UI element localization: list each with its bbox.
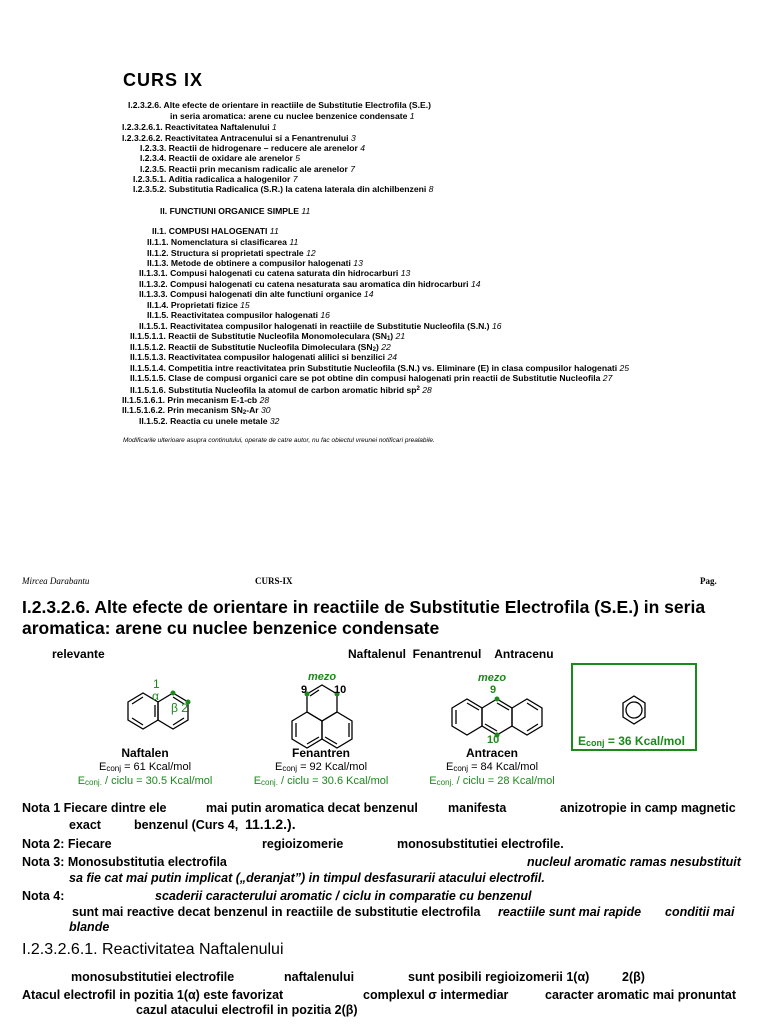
nota4-d: reactiile sunt mai rapide [498, 905, 642, 919]
toc-entry-text: Reactii de Substitutie Nucleofila Dimoleculara (SN [168, 342, 373, 352]
fenantren-ciclu: Econj. / ciclu = 30.6 Kcal/mol [253, 775, 389, 787]
toc-entry-text: Reactii de Substitutie Nucleofila Monomoleculara (SN [168, 331, 387, 341]
toc-entry-page: 14 [470, 279, 481, 289]
toc-entry-page: 15 [240, 300, 250, 310]
toc-entry[interactable] [140, 153, 300, 163]
toc-entry-text: Clase de compusi organici care se pot obtine din compusi halogenati prin reactii de Substitutie Nucleofila [168, 373, 601, 383]
toc-entry-page: 1 [409, 111, 415, 121]
toc-entry-page: 13 [353, 258, 363, 268]
toc-entry-page: 5 [295, 153, 301, 163]
fenantren-econj: Econj = 92 Kcal/mol [274, 761, 368, 773]
toc-entry-text: Substitutia Nucleofila la atomul de carbon aromatic hibrid sp [168, 385, 417, 395]
naftalen-line2-a: Atacul electrofil in pozitia 1(α) este favorizat [22, 988, 284, 1002]
naftalen-name: Naftalen [121, 746, 169, 760]
toc-entry-page: 3 [350, 133, 356, 143]
antracen-name: Antracen [465, 746, 518, 760]
toc-entry-code: II.1.5.1.4. [130, 363, 166, 373]
toc-entry-text: Metode de obtinere a compusilor halogenati [170, 258, 351, 268]
toc-entry-text-suffix: ) [390, 331, 394, 341]
toc-entry[interactable] [140, 143, 365, 153]
toc-entry-code: II.1.1. [147, 237, 169, 247]
toc-entry-code: II.1.5.1.3. [130, 352, 166, 362]
nota4-b: scaderii caracterului aromatic / ciclu in comparatie cu benzenul [155, 889, 532, 903]
toc-entry-text: Substitutia Radicalica (S.R.) la catena laterala din alchilbenzeni [168, 184, 427, 194]
toc-entry-text: in seria aromatica: arene cu nuclee benzenice condensate [170, 111, 408, 121]
toc-entry-page: 16 [320, 310, 330, 320]
toc-entry-page: 25 [619, 363, 630, 373]
antracen-ciclu: Econj. / ciclu = 28 Kcal/mol [429, 775, 555, 787]
toc-entry-code: II.1.5.1.6.1. [122, 395, 165, 405]
antracen-pos10: 10 [487, 734, 500, 746]
toc-entry-text: Reactivitatea Antracenului si a Fenantrenului [165, 133, 349, 143]
nota1-d: anizotropie in camp magnetic [560, 801, 736, 815]
toc-entry-text: Compusi halogenati cu catena nesaturata sau aromatica din hidrocarburi [170, 279, 469, 289]
toc-entry-page: 24 [387, 352, 398, 362]
toc-entry[interactable] [140, 164, 355, 174]
toc-entry-code: I.2.3.3. [140, 143, 167, 153]
toc-entry-code: II.1.3. [147, 258, 169, 268]
toc-entry[interactable] [147, 310, 330, 320]
toc-entry-page: 1 [272, 122, 277, 132]
relevante-label: relevante [52, 647, 105, 661]
antracen-mezo: mezo [478, 672, 507, 684]
toc-entry-page: 30 [261, 405, 271, 415]
toc-entry-text-suffix: ) [375, 342, 379, 352]
toc-entry-page: 4 [360, 143, 365, 153]
toc-entry-text: COMPUSI HALOGENATI [168, 226, 268, 236]
naftalen-line1-b: naftalenului [284, 970, 355, 984]
fenantren-name: Fenantren [291, 746, 350, 760]
toc-entry[interactable] [130, 384, 432, 395]
toc-entry-text: Reactii prin mecanism radicalic ale arenelor [168, 164, 348, 174]
toc-entry-code: II.1.5. [147, 310, 169, 320]
toc-entry[interactable] [122, 122, 277, 132]
nota3-b: nucleul aromatic ramas nesubstituit [527, 855, 741, 869]
toc-entry-code: II. [160, 206, 168, 216]
toc-entry[interactable] [139, 321, 502, 331]
toc-entry[interactable] [139, 268, 410, 278]
course-label: CURS-IX [255, 576, 293, 586]
fenantren-pos10: 10 [334, 684, 347, 696]
toc-entry-page: 13 [400, 268, 411, 278]
naftalen-pos1: 1 [153, 677, 160, 691]
toc-entry-code: I.2.3.5.2. [133, 184, 167, 194]
toc-entry[interactable] [160, 206, 310, 216]
toc-entry-code: II.1.3.1. [139, 268, 168, 278]
naftalen-alpha: α [152, 689, 159, 703]
course-title: CURS IX [123, 70, 204, 90]
toc-entry-code: II.1.5.1.6.2. [122, 405, 165, 415]
toc-entry-code: I.2.3.2.6. [128, 100, 162, 110]
toc-entry[interactable] [122, 395, 269, 405]
toc-entry-code: II.1. [152, 226, 167, 236]
naftalen-beta: β 2 [171, 701, 188, 715]
toc-entry-code: II.1.3.3. [139, 289, 168, 299]
toc-entry-text: Compusi halogenati din alte functiuni organice [170, 289, 362, 299]
toc-entry-text: Alte efecte de orientare in reactiile de Substitutie Electrofila (S.E.) [163, 100, 431, 110]
toc-entry[interactable] [147, 300, 250, 310]
naftalen-line2-b: complexul σ intermediar [363, 988, 509, 1002]
nota1-e: exact [69, 818, 101, 832]
nota1-b: mai putin aromatica decat benzenul [206, 801, 418, 815]
toc-entry-code: I.2.3.2.6.1. [122, 122, 163, 132]
toc-entry[interactable] [139, 416, 279, 426]
naftalen-alpha-dot [171, 691, 176, 696]
toc-entry-code: II.1.5.1.2. [130, 342, 166, 352]
toc-entry-page: 32 [269, 416, 280, 426]
nota2-c: monosubstitutiei electrofile. [397, 837, 564, 851]
toc-entry-text: Aditia radicalica a halogenilor [168, 174, 291, 184]
toc-entry-code: II.1.4. [147, 300, 169, 310]
nota3-c: sa fie cat mai putin implicat („deranjat”) in timpul desfasurarii atacului electrofil. [69, 871, 545, 885]
nota1-a: Nota 1 Fiecare dintre ele [22, 801, 167, 815]
nota4-c: sunt mai reactive decat benzenul in reactiile de substitutie electrofila [72, 905, 481, 919]
toc-entry[interactable] [139, 289, 373, 299]
toc-entry[interactable] [139, 279, 481, 289]
toc-entry[interactable] [130, 373, 612, 383]
naftalen-line2-c: caracter aromatic mai pronuntat [545, 988, 737, 1002]
toc-entry-code: I.2.3.4. [140, 153, 167, 163]
toc-entry-page: 11 [289, 237, 299, 247]
toc-entry[interactable] [147, 258, 363, 268]
nota1-c: manifesta [448, 801, 507, 815]
toc-entry-code: I.2.3.5. [140, 164, 167, 174]
antracen-econj: Econj = 84 Kcal/mol [445, 761, 539, 773]
toc-entry-text: Reactia cu unele metale [170, 416, 268, 426]
toc-entry-page: 22 [381, 342, 391, 352]
toc-entry-page: 28 [259, 395, 270, 405]
toc-entry-text: Prin mecanism SN [167, 405, 243, 415]
toc-entry-page: 7 [350, 164, 355, 174]
toc-entry-text-suffix: -Ar [246, 405, 259, 415]
toc-entry-page: 11 [269, 226, 279, 236]
toc-entry-page: 16 [491, 321, 502, 331]
toc-entry[interactable] [147, 248, 316, 258]
nota2-a: Nota 2: Fiecare [22, 837, 112, 851]
naftalen-line1-d: 2(β) [622, 970, 645, 984]
toc-entry-text: Competitia intre reactivitatea prin Substitutie Nucleofila (S.N.) vs. Eliminare (E) in clasa compusilor halogenati [168, 363, 618, 373]
toc-entry[interactable] [122, 133, 356, 143]
toc-entry-text: Proprietati fizice [170, 300, 238, 310]
toc-entry-code: II.1.5.1.1. [130, 331, 166, 341]
toc-entry-page: 12 [306, 248, 316, 258]
fenantren-pos9: 9 [301, 684, 308, 696]
author-name: Mircea Darabantu [22, 576, 90, 586]
page-label: Pag. [700, 576, 717, 586]
nota3-a: Nota 3: Monosubstitutia electrofila [22, 855, 227, 869]
disclaimer-note: Modificarile ulterioare asupra continutului, operate de catre autor, nu fac obiectul vreunei notificari prealabile. [123, 437, 435, 444]
toc-entry-page: 27 [602, 373, 613, 383]
toc-entry-code: II.1.2. [147, 248, 169, 258]
toc-entry-page: 14 [363, 289, 374, 299]
toc-entry-superscript: 2 [416, 386, 420, 392]
toc-entry-page: 8 [428, 184, 434, 194]
nota4-e: conditii mai [665, 905, 735, 919]
toc-entry[interactable] [152, 226, 279, 236]
naftalen-line1-a: monosubstitutiei electrofile [71, 970, 235, 984]
toc-entry-text: Prin mecanism E-1-cb [167, 395, 258, 405]
arene-list: Naftalenul Fenantrenul Antracenu [348, 647, 554, 661]
toc-entry-code: II.1.5.1. [139, 321, 168, 331]
subsection-heading: I.2.3.2.6.1. Reactivitatea Naftalenului [22, 941, 284, 958]
toc-entry-code: II.1.5.1.5. [130, 373, 166, 383]
toc-entry-text: Reactivitatea compusilor halogenati alilici si benzilici [168, 352, 386, 362]
toc-entry[interactable] [147, 237, 298, 247]
toc-entry-page: 11 [301, 206, 311, 216]
section-heading: I.2.3.2.6. Alte efecte de orientare in reactiile de Substitutie Electrofila (S.E.) in seria aromatica: arene cu nuclee benzenice condensate [22, 597, 706, 638]
nota2-b: regioizomerie [262, 837, 344, 851]
toc-entry-text: FUNCTIUNI ORGANICE SIMPLE [169, 206, 299, 216]
naftalen-ciclu: Econj. / ciclu = 30.5 Kcal/mol [77, 775, 213, 787]
toc-entry[interactable] [133, 184, 433, 194]
toc-entry[interactable] [130, 352, 397, 362]
toc-entry-code: I.2.3.5.1. [133, 174, 167, 184]
fenantren-mezo: mezo [308, 671, 337, 683]
toc-entry-text: Reactii de hidrogenare – reducere ale arenelor [168, 143, 358, 153]
nota1-g: 11.1.2.). [245, 816, 296, 832]
toc-entry-text: Compusi halogenati cu catena saturata din hidrocarburi [170, 268, 399, 278]
toc-entry-subscript: 2 [372, 347, 376, 353]
toc-entry-code: I.2.3.2.6.2. [122, 133, 163, 143]
toc-entry-page: 7 [292, 174, 298, 184]
toc-entry-page: 28 [422, 385, 432, 395]
toc-entry[interactable] [128, 100, 431, 110]
nota1-f: benzenul (Curs 4, [134, 818, 239, 832]
toc-entry-code: II.1.5.2. [139, 416, 168, 426]
toc-entry-code: II.1.5.1.6. [130, 385, 166, 395]
toc-entry-text: Reactivitatea compusilor halogenati [170, 310, 318, 320]
toc-entry-text: Reactii de oxidare ale arenelor [168, 153, 293, 163]
toc-entry[interactable] [133, 174, 297, 184]
toc-entry-text: Reactivitatea compusilor halogenati in reactiile de Substitutie Nucleofila (S.N.) [170, 321, 490, 331]
nota4-a: Nota 4: [22, 889, 65, 903]
benzen-econj: Econj = 36 Kcal/mol [578, 734, 685, 748]
toc-entry-subscript: 2 [242, 410, 247, 416]
toc-entry[interactable] [170, 111, 415, 121]
toc-entry[interactable] [130, 363, 629, 373]
naftalen-line1-c: sunt posibili regioizomerii 1(α) [408, 970, 590, 984]
antracen-structure [452, 699, 542, 735]
naftalen-line3-a: cazul atacului electrofil in pozitia 2(β) [136, 1003, 358, 1017]
toc-entry-subscript: 1 [386, 336, 391, 342]
toc-entry-text: Structura si proprietati spectrale [170, 248, 304, 258]
antracen-pos9: 9 [490, 684, 497, 696]
toc-entry-page: 21 [395, 331, 406, 341]
toc-entry-text: Nomenclatura si clasificarea [170, 237, 287, 247]
toc-entry-code: II.1.3.2. [139, 279, 168, 289]
toc-entry-text: Reactivitatea Naftalenului [165, 122, 270, 132]
nota4-f: blande [69, 920, 110, 934]
naftalen-econj: Econj = 61 Kcal/mol [98, 761, 192, 773]
